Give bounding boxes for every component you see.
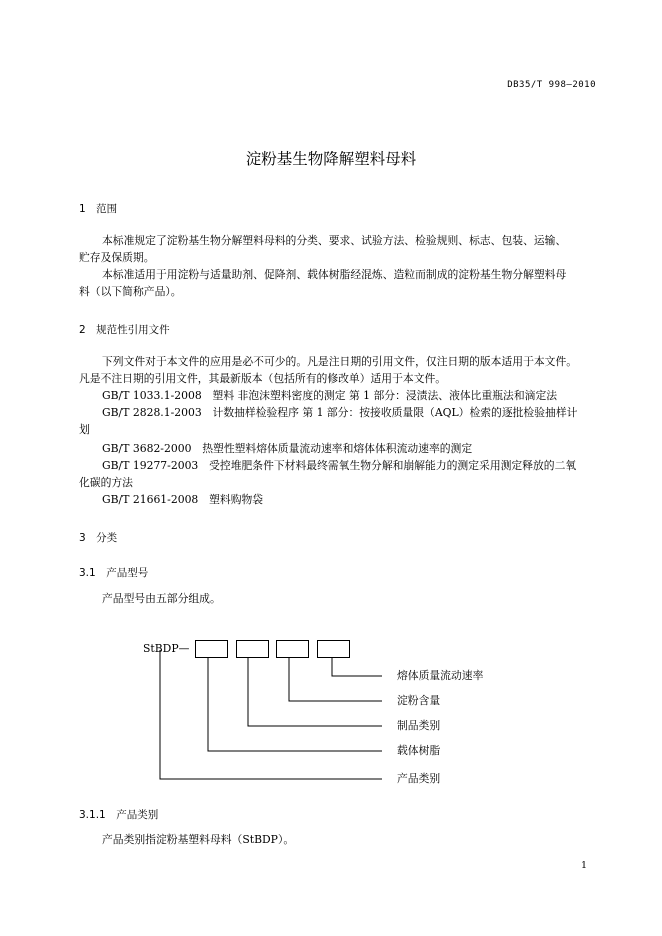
section-3-1-text: 产品型号由五部分组成。 xyxy=(102,592,221,605)
reference-item-continuation: 化碳的方法 xyxy=(79,476,133,489)
reference-item: GB/T 21661-2008 塑料购物袋 xyxy=(102,493,264,506)
section-3-1-1-text: 产品类别指淀粉基塑料母料（StBDP）。 xyxy=(102,833,295,846)
section-1-paragraph-1-line-1: 本标准规定了淀粉基生物分解塑料母料的分类、要求、试验方法、检验规则、标志、包装、运输、 xyxy=(102,234,567,247)
diagram-label: 产品类别 xyxy=(397,772,441,785)
diagram-box-carrier-resin xyxy=(195,640,228,658)
diagram-label: 载体树脂 xyxy=(397,744,441,757)
reference-item: GB/T 2828.1-2003 计数抽样检验程序 第 1 部分：按接收质量限（AQL）检索的逐批检验抽样计 xyxy=(102,406,578,419)
section-2-heading: 2 规范性引用文件 xyxy=(79,324,170,336)
section-1-paragraph-2-line-1: 本标准适用于用淀粉与适量助剂、促降剂、载体树脂经混炼、造粒而制成的淀粉基生物分解塑料母 xyxy=(102,268,567,281)
diagram-box-starch-content xyxy=(276,640,309,658)
section-2-paragraph-line-2: 凡是不注日期的引用文件，其最新版本（包括所有的修改单）适用于本文件。 xyxy=(79,372,447,385)
reference-item-continuation: 划 xyxy=(79,423,90,436)
section-3-heading: 3 分类 xyxy=(79,532,118,544)
section-3-1-heading: 3.1 产品型号 xyxy=(79,567,149,579)
diagram-box-melt-flow-rate xyxy=(317,640,350,658)
diagram-label: 制品类别 xyxy=(397,719,441,732)
standard-code: DB35/T 998—2010 xyxy=(507,80,596,90)
connector-product-type xyxy=(160,650,382,779)
section-3-1-1-heading: 3.1.1 产品类别 xyxy=(79,809,159,821)
reference-item: GB/T 3682-2000 热塑性塑料熔体质量流动速率和熔体体积流动速率的测定 xyxy=(102,442,473,455)
connector-melt-flow-rate xyxy=(332,658,382,676)
section-1-paragraph-1-line-2: 贮存及保质期。 xyxy=(79,251,155,264)
page-number: 1 xyxy=(581,860,588,871)
page-title: 淀粉基生物降解塑料母料 xyxy=(245,150,417,168)
diagram-box-product-category xyxy=(236,640,269,658)
section-1-heading: 1 范围 xyxy=(79,203,118,215)
diagram-label: 淀粉含量 xyxy=(397,694,441,707)
section-1-paragraph-2-line-2: 料（以下简称产品）。 xyxy=(79,285,182,298)
reference-item: GB/T 19277-2003 受控堆肥条件下材料最终需氧生物分解和崩解能力的测定采用测定释放的二氧 xyxy=(102,459,577,472)
connector-carrier-resin xyxy=(208,658,382,751)
section-2-paragraph-line-1: 下列文件对于本文件的应用是必不可少的。凡是注日期的引用文件，仅注日期的版本适用于本文件。 xyxy=(102,355,578,368)
connector-product-category xyxy=(248,658,382,726)
diagram-label: 熔体质量流动速率 xyxy=(397,669,484,682)
reference-item: GB/T 1033.1-2008 塑料 非泡沫塑料密度的测定 第 1 部分：浸渍法、液体比重瓶法和滴定法 xyxy=(102,389,558,402)
diagram-prefix: StBDP— xyxy=(143,642,190,655)
connector-starch-content xyxy=(289,658,382,701)
